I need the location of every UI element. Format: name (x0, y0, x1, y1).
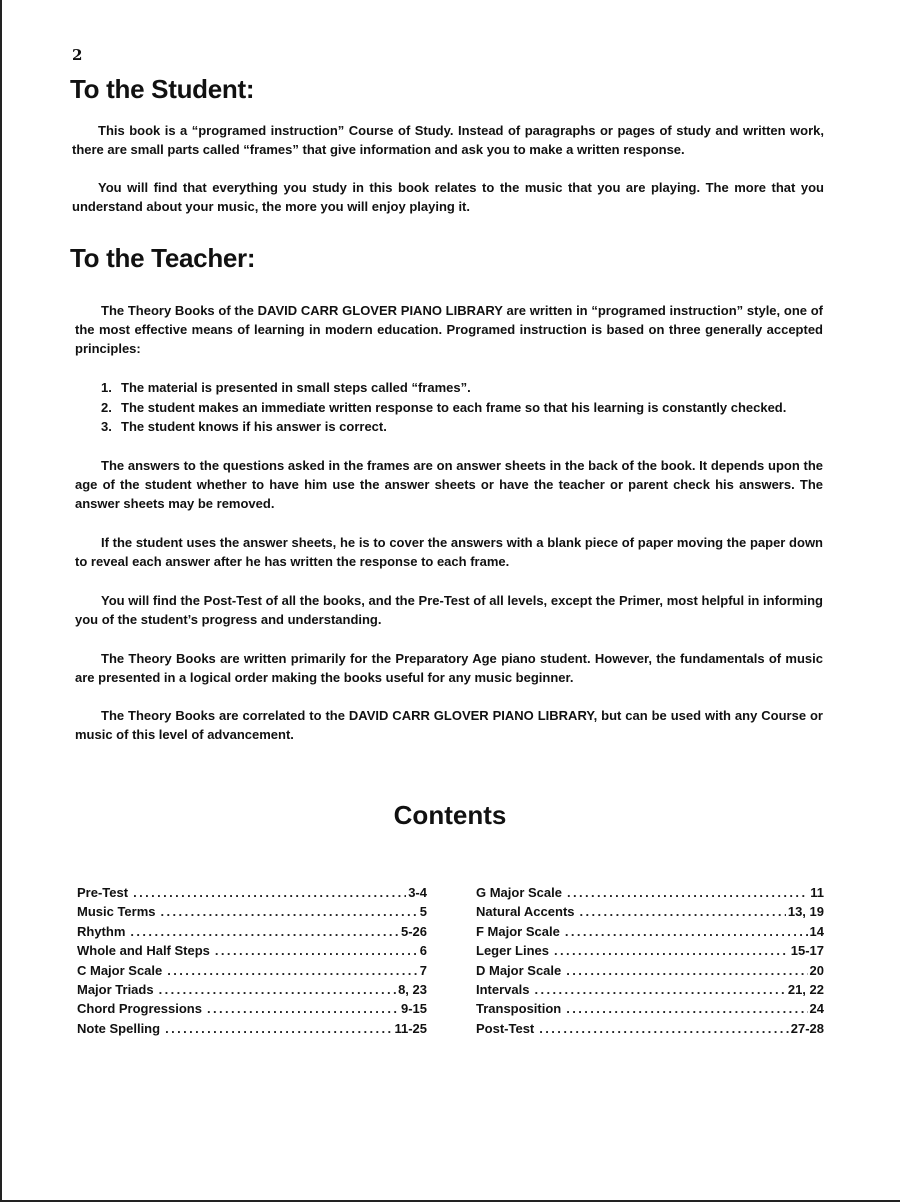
toc-leader-dots (539, 1021, 788, 1036)
teacher-paragraph: The Theory Books are written primarily for the Preparatory Age piano student. However, the fundamentals of music are presented in a logical order making the books useful for any music beginner. (75, 651, 823, 685)
principle-item (101, 417, 823, 437)
toc-entry (476, 1001, 824, 1020)
student-paragraph: You will find that everything you study in this book relates to the music that you are playing. The more that you understand about your music, the more you will enjoy playing it. (72, 180, 824, 214)
principle-text: The material is presented in small steps called “frames”. (121, 380, 471, 395)
toc-label: Transposition (476, 1001, 562, 1017)
toc-label: Note Spelling (77, 1020, 161, 1036)
toc-entry (77, 963, 427, 982)
toc-page: 14 (809, 923, 824, 939)
toc-label: D Major Scale (476, 962, 562, 978)
contents-right-column (476, 885, 824, 1040)
toc-leader-dots (207, 1001, 399, 1016)
toc-label: Major Triads (77, 981, 154, 997)
toc-leader-dots (566, 963, 807, 978)
toc-page: 8, 23 (398, 981, 427, 997)
toc-label: G Major Scale (476, 885, 562, 900)
toc-entry (77, 904, 427, 923)
toc-page: 21, 22 (787, 981, 824, 997)
toc-leader-dots (161, 904, 418, 919)
principle-item (101, 398, 823, 418)
toc-page: 5-26 (400, 923, 427, 939)
toc-leader-dots (130, 924, 399, 939)
toc-leader-dots (159, 982, 397, 997)
teacher-heading: To the Teacher: (70, 243, 256, 273)
toc-page: 11 (810, 885, 824, 900)
toc-label: F Major Scale (476, 923, 560, 939)
toc-page: 13, 19 (787, 904, 824, 920)
principles-list (101, 378, 823, 437)
toc-label: Intervals (476, 981, 530, 997)
toc-page: 24 (809, 1001, 824, 1017)
toc-entry (77, 924, 427, 943)
toc-leader-dots (566, 1001, 807, 1016)
student-paragraph: This book is a “programed instruction” Course of Study. Instead of paragraphs or pages of study and written work, there are small parts called “frames” that give information and ask you to make a written response. (72, 123, 824, 157)
toc-label: Leger Lines (476, 943, 549, 959)
principle-number: 2. (101, 399, 112, 415)
toc-entry (476, 885, 824, 904)
toc-leader-dots (167, 963, 418, 978)
toc-entry (77, 885, 427, 904)
toc-entry (476, 924, 824, 943)
toc-entry (476, 943, 824, 962)
toc-label: Post-Test (476, 1020, 535, 1036)
toc-leader-dots (534, 982, 785, 997)
toc-page: 11-25 (394, 1020, 427, 1036)
toc-entry (476, 982, 824, 1001)
toc-label: Chord Progressions (77, 1001, 202, 1017)
principle-text: The student knows if his answer is correct. (121, 419, 387, 434)
toc-label: C Major Scale (77, 962, 163, 978)
teacher-paragraph: You will find the Post-Test of all the books, and the Pre-Test of all levels, except the Primer, most helpful in informing you of the student’s progress and understanding. (75, 593, 823, 627)
toc-page: 7 (419, 962, 427, 978)
page-border-left (0, 0, 2, 1202)
toc-entry (77, 1001, 427, 1020)
toc-label: Pre-Test (77, 885, 129, 900)
toc-entry (77, 943, 427, 962)
toc-entry (77, 1021, 427, 1040)
toc-entry (77, 982, 427, 1001)
teacher-paragraph: The Theory Books are correlated to the DAVID CARR GLOVER PIANO LIBRARY, but can be used with any Course or music of this level of advancement. (75, 708, 823, 742)
toc-page: 3-4 (408, 885, 427, 900)
toc-leader-dots (165, 1021, 392, 1036)
toc-leader-dots (133, 885, 406, 900)
teacher-paragraph: If the student uses the answer sheets, he is to cover the answers with a blank piece of paper moving the paper down to reveal each answer after he has written the response to each frame. (75, 535, 823, 569)
toc-entry (476, 904, 824, 923)
toc-leader-dots (580, 904, 786, 919)
principle-number: 1. (101, 380, 112, 395)
toc-page: 27-28 (790, 1020, 824, 1036)
teacher-intro-paragraph: The Theory Books of the DAVID CARR GLOVER PIANO LIBRARY are written in “programed instruction” style, one of the most effective means of learning in modern education. Programed instruction is based on three generally accepted principles: (75, 303, 823, 356)
principle-item (101, 378, 823, 398)
toc-label: Music Terms (77, 904, 156, 920)
student-heading: To the Student: (70, 74, 255, 104)
toc-page: 9-15 (400, 1001, 427, 1017)
toc-leader-dots (567, 885, 808, 900)
principle-text: The student makes an immediate written response to each frame so that his learning is constantly checked. (121, 399, 787, 415)
principle-number: 3. (101, 419, 112, 434)
toc-leader-dots (554, 943, 789, 958)
toc-entry (476, 963, 824, 982)
teacher-paragraph: The answers to the questions asked in the frames are on answer sheets in the back of the book. It depends upon the age of the student whether to have him use the answer sheets or have the teacher or parent check his answers. The answer sheets may be removed. (75, 458, 823, 511)
toc-label: Rhythm (77, 923, 126, 939)
toc-entry (476, 1021, 824, 1040)
contents-left-column (77, 885, 427, 1040)
toc-label: Natural Accents (476, 904, 575, 920)
toc-page: 5 (419, 904, 427, 920)
toc-page: 6 (419, 943, 427, 959)
toc-page: 15-17 (790, 943, 824, 959)
page-number: 2 (72, 46, 83, 64)
toc-label: Whole and Half Steps (77, 943, 210, 959)
toc-page: 20 (809, 962, 824, 978)
contents-title: Contents (393, 800, 507, 830)
toc-leader-dots (565, 924, 808, 939)
toc-leader-dots (215, 943, 418, 958)
